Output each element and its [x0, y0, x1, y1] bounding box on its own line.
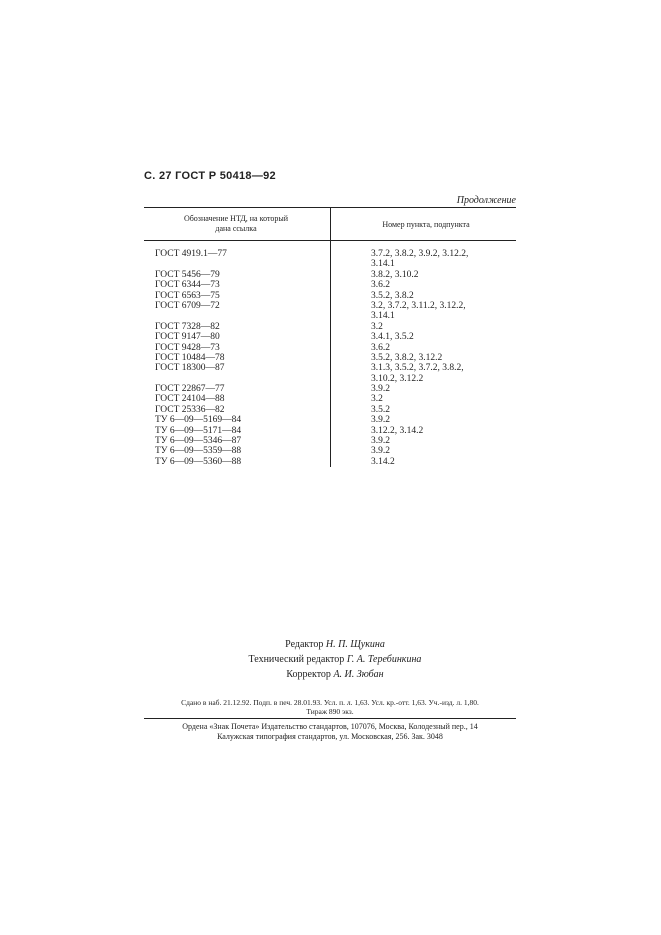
page-title: С. 27 ГОСТ Р 50418—92: [144, 170, 276, 182]
publisher-info: [144, 722, 516, 742]
table-row-doc: ГОСТ 22867—77: [155, 384, 225, 395]
column-header-document-line1: Обозначение НТД, на который: [183, 214, 289, 223]
credit-editor: [200, 637, 470, 652]
table-row-ref: 3.10.2, 3.12.2: [371, 373, 424, 384]
table-row-doc: ГОСТ 24104—88: [155, 394, 225, 405]
table-row-doc: ГОСТ 25336—82: [155, 404, 225, 415]
table-row-ref: 3.2: [371, 321, 383, 332]
reference-column: [371, 249, 521, 467]
table-row-ref: 3.12.2, 3.14.2: [371, 425, 424, 436]
credit-role: Корректор: [286, 669, 331, 680]
table-row-ref: 3.9.2: [371, 384, 390, 395]
print-info-line1: Сдано в наб. 21.12.92. Подп. в печ. 28.01.93. Усл. п. л. 1,63. Усл. кр.-отт. 1,63. Уч.-изд. л. 1,80.: [181, 698, 479, 707]
credit-proofreader: [200, 667, 470, 682]
table-row-doc: ГОСТ 6344—73: [155, 280, 220, 291]
table-row-ref: 3.6.2: [371, 280, 390, 291]
table-row-ref: 3.8.2, 3.10.2: [371, 269, 419, 280]
publisher-line1: Ордена «Знак Почета» Издательство стандартов, 107076, Москва, Колодезный пер., 14: [182, 722, 478, 731]
table-row-ref: 3.5.2, 3.8.2: [371, 290, 414, 301]
table-row-ref: 3.9.2: [371, 415, 390, 426]
column-header-document: [150, 214, 322, 234]
publisher-line2: Калужская типография стандартов, ул. Московская, 256. Зак. 3048: [217, 732, 443, 741]
table-row-ref: 3.9.2: [371, 446, 390, 457]
continuation-label: Продолжение: [456, 195, 516, 206]
table-row-ref: 3.14.2: [371, 456, 395, 467]
credit-name: Г. А. Теребинкина: [346, 654, 422, 665]
table-row-doc: ТУ 6—09—5171—84: [155, 425, 242, 436]
table-row-doc: ГОСТ 10484—78: [155, 352, 225, 363]
table-row-ref: 3.9.2: [371, 436, 390, 447]
document-column: [155, 249, 325, 467]
print-info: [144, 698, 516, 716]
table-row-doc: ГОСТ 6563—75: [155, 290, 220, 301]
table-row-doc: ТУ 6—09—5169—84: [155, 415, 242, 426]
table-row-ref: 3.5.2, 3.8.2, 3.12.2: [371, 352, 443, 363]
table-row-doc: ТУ 6—09—5360—88: [155, 456, 242, 467]
table-row-ref: 3.14.1: [371, 311, 395, 322]
credits-block: [200, 637, 470, 682]
print-info-line2: Тираж 890 экз.: [306, 707, 354, 716]
column-header-reference: Номер пункта, подпункта: [382, 220, 470, 229]
table-row-doc: ГОСТ 5456—79: [155, 269, 220, 280]
table-column-divider: [330, 207, 331, 467]
footer-rule: [144, 718, 516, 719]
table-row-ref: 3.5.2: [371, 404, 390, 415]
table-row-ref: 3.7.2, 3.8.2, 3.9.2, 3.12.2,: [371, 249, 469, 259]
column-header-document-line2: дана ссылка: [215, 224, 257, 233]
table-row-ref: 3.2, 3.7.2, 3.11.2, 3.12.2,: [371, 300, 466, 311]
table-row-doc: ГОСТ 6709—72: [155, 300, 220, 311]
credit-name: Н. П. Щукина: [325, 639, 385, 650]
credit-name: А. И. Зюбан: [333, 669, 384, 680]
table-row-doc: ГОСТ 9147—80: [155, 332, 220, 343]
table-row-ref: 3.6.2: [371, 342, 390, 353]
credit-role: Редактор: [285, 639, 324, 650]
credit-role: Технический редактор: [248, 654, 345, 665]
table-row-doc: ГОСТ 18300—87: [155, 363, 225, 374]
table-row-ref: 3.14.1: [371, 259, 395, 270]
table-row-ref: 3.2: [371, 394, 383, 405]
table-row-doc: ТУ 6—09—5346—87: [155, 436, 242, 447]
table-row-doc: ТУ 6—09—5359—88: [155, 446, 242, 457]
table-row-doc: ГОСТ 9428—73: [155, 342, 220, 353]
table-row-doc: ГОСТ 4919.1—77: [155, 249, 227, 259]
table-row-doc: ГОСТ 7328—82: [155, 321, 220, 332]
table-row-ref: 3.1.3, 3.5.2, 3.7.2, 3.8.2,: [371, 363, 464, 374]
credit-tech-editor: [200, 652, 470, 667]
table-row-ref: 3.4.1, 3.5.2: [371, 332, 414, 343]
